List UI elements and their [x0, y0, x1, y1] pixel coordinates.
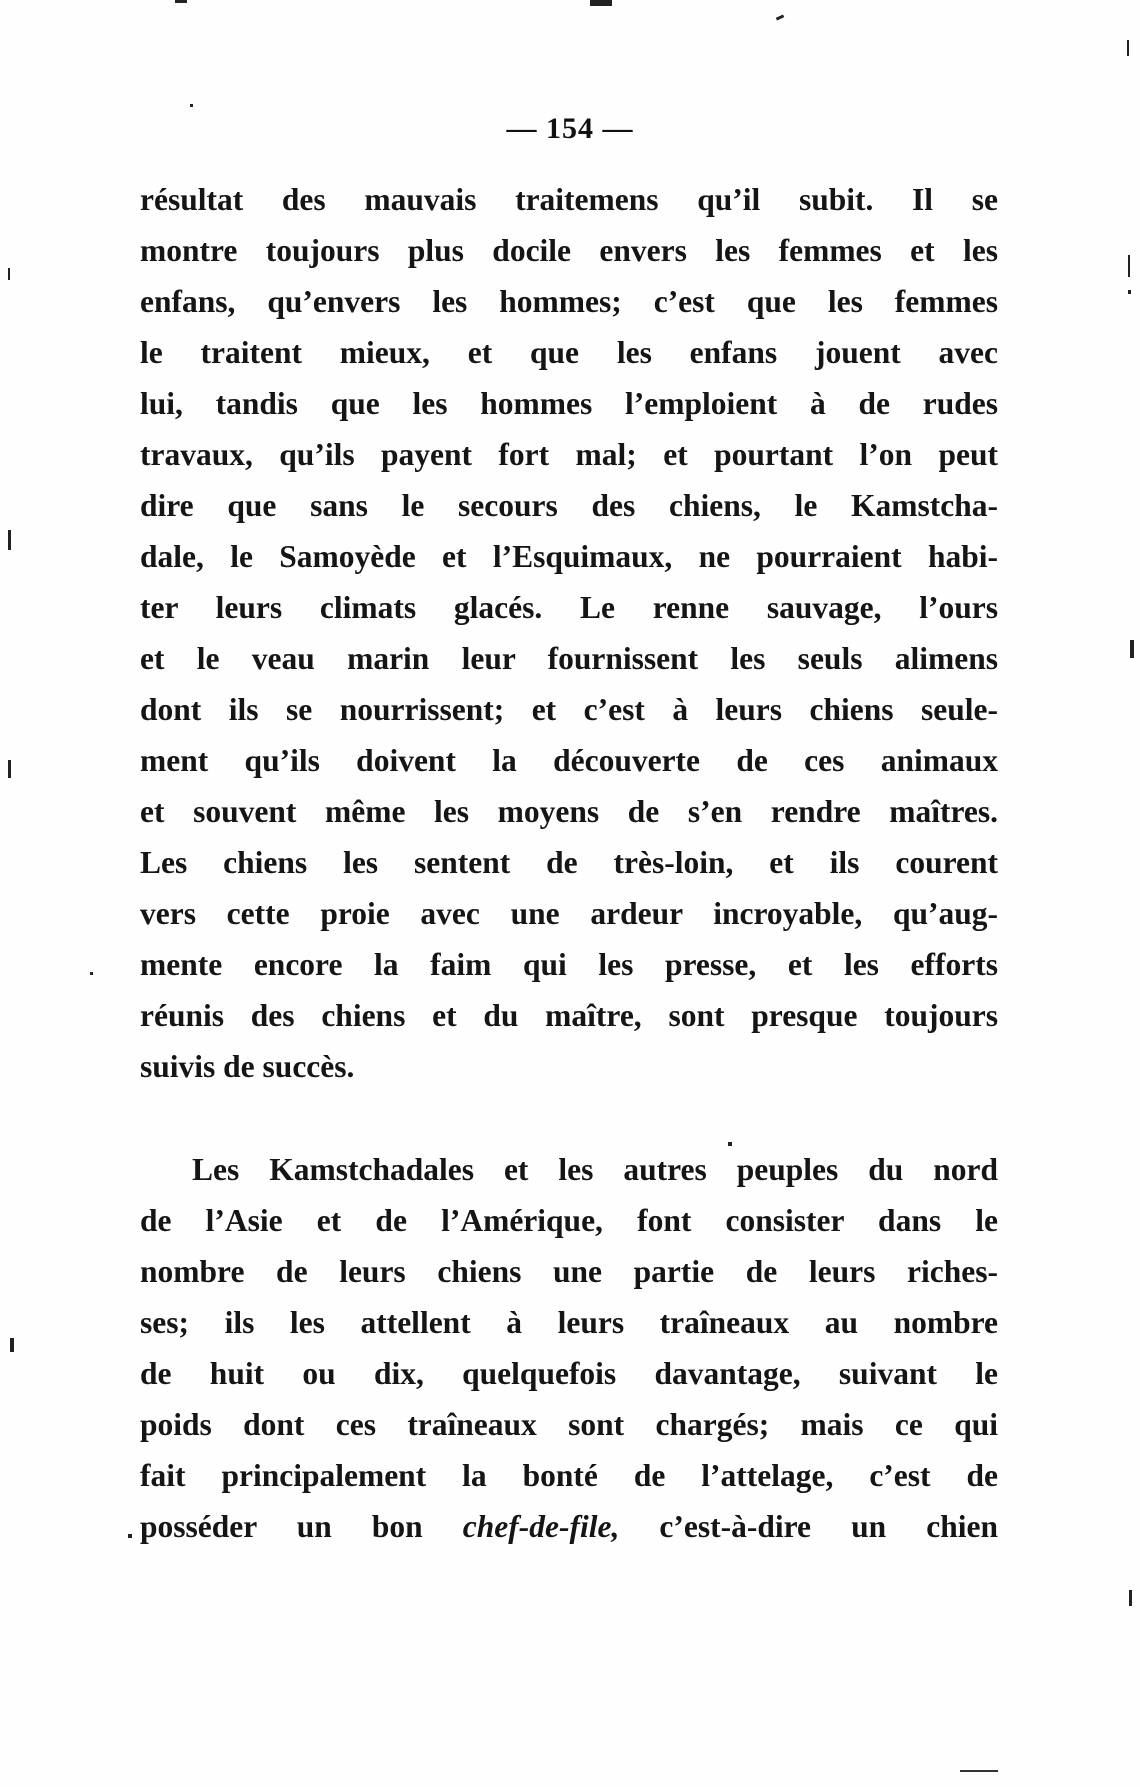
text-line: résultat des mauvais traitemens qu’il subit. Il se	[140, 182, 998, 217]
left-margin-speck	[10, 1338, 14, 1352]
mid-dot-speck	[728, 1142, 732, 1146]
text-segment: c’est-à-dire un chien	[619, 1509, 998, 1544]
text-line: poids dont ces traîneaux sont chargés; mais ce qui	[140, 1407, 998, 1442]
left-margin-speck	[8, 268, 10, 280]
text-line: ses; ils les attellent à leurs traîneaux au nombre	[140, 1305, 998, 1340]
text-line: ter leurs climats glacés. Le renne sauvage, l’ours	[140, 590, 998, 625]
text-line: ment qu’ils doivent la découverte de ces animaux	[140, 743, 998, 778]
text-line	[140, 1507, 998, 1547]
left-margin-dot	[90, 972, 93, 975]
bottom-edge-mark	[960, 1770, 998, 1772]
right-margin-speck	[1127, 40, 1129, 56]
right-margin-speck	[1128, 290, 1131, 294]
top-edge-speck	[175, 0, 187, 3]
text-line: mente encore la faim qui les presse, et les efforts	[140, 947, 998, 982]
text-segment: posséder un bon	[140, 1509, 463, 1544]
text-line: Les Kamstchadales et les autres peuples du nord	[192, 1152, 998, 1187]
text-line: de huit ou dix, quelquefois davantage, suivant le	[140, 1356, 998, 1391]
right-margin-speck	[1128, 255, 1130, 277]
top-dot-speck	[190, 104, 193, 107]
text-line: lui, tandis que les hommes l’emploient à de rudes	[140, 386, 998, 421]
left-margin-speck	[8, 530, 11, 550]
right-margin-speck	[1129, 1590, 1132, 1606]
page-number: — 154 —	[506, 112, 634, 145]
left-margin-dot	[128, 1534, 132, 1538]
text-line: le traitent mieux, et que les enfans jouent avec	[140, 335, 998, 370]
text-line: Les chiens les sentent de très-loin, et ils courent	[140, 845, 998, 880]
text-line: et souvent même les moyens de s’en rendre maîtres.	[140, 794, 998, 829]
text-line: dire que sans le secours des chiens, le Kamstcha-	[140, 488, 998, 523]
text-line: dont ils se nourrissent; et c’est à leurs chiens seule-	[140, 692, 998, 727]
text-line: réunis des chiens et du maître, sont presque toujours	[140, 998, 998, 1033]
text-line: enfans, qu’envers les hommes; c’est que les femmes	[140, 284, 998, 319]
right-margin-speck	[1130, 640, 1134, 658]
text-line: et le veau marin leur fournissent les seuls alimens	[140, 641, 998, 676]
text-line: dale, le Samoyède et l’Esquimaux, ne pourraient habi-	[140, 539, 998, 574]
text-line: fait principalement la bonté de l’attelage, c’est de	[140, 1458, 998, 1493]
top-edge-speck	[590, 0, 612, 6]
italic-term: chef-de-file,	[462, 1509, 620, 1544]
text-line: suivis de succès.	[140, 1049, 355, 1084]
top-right-speck	[776, 14, 785, 20]
text-line: travaux, qu’ils payent fort mal; et pourtant l’on peut	[140, 437, 998, 472]
text-line: vers cette proie avec une ardeur incroyable, qu’aug-	[140, 896, 998, 931]
text-line: de l’Asie et de l’Amérique, font consister dans le	[140, 1203, 998, 1238]
text-line: nombre de leurs chiens une partie de leurs riches-	[140, 1254, 998, 1289]
text-line: montre toujours plus docile envers les femmes et les	[140, 233, 998, 268]
left-margin-speck	[8, 760, 11, 778]
